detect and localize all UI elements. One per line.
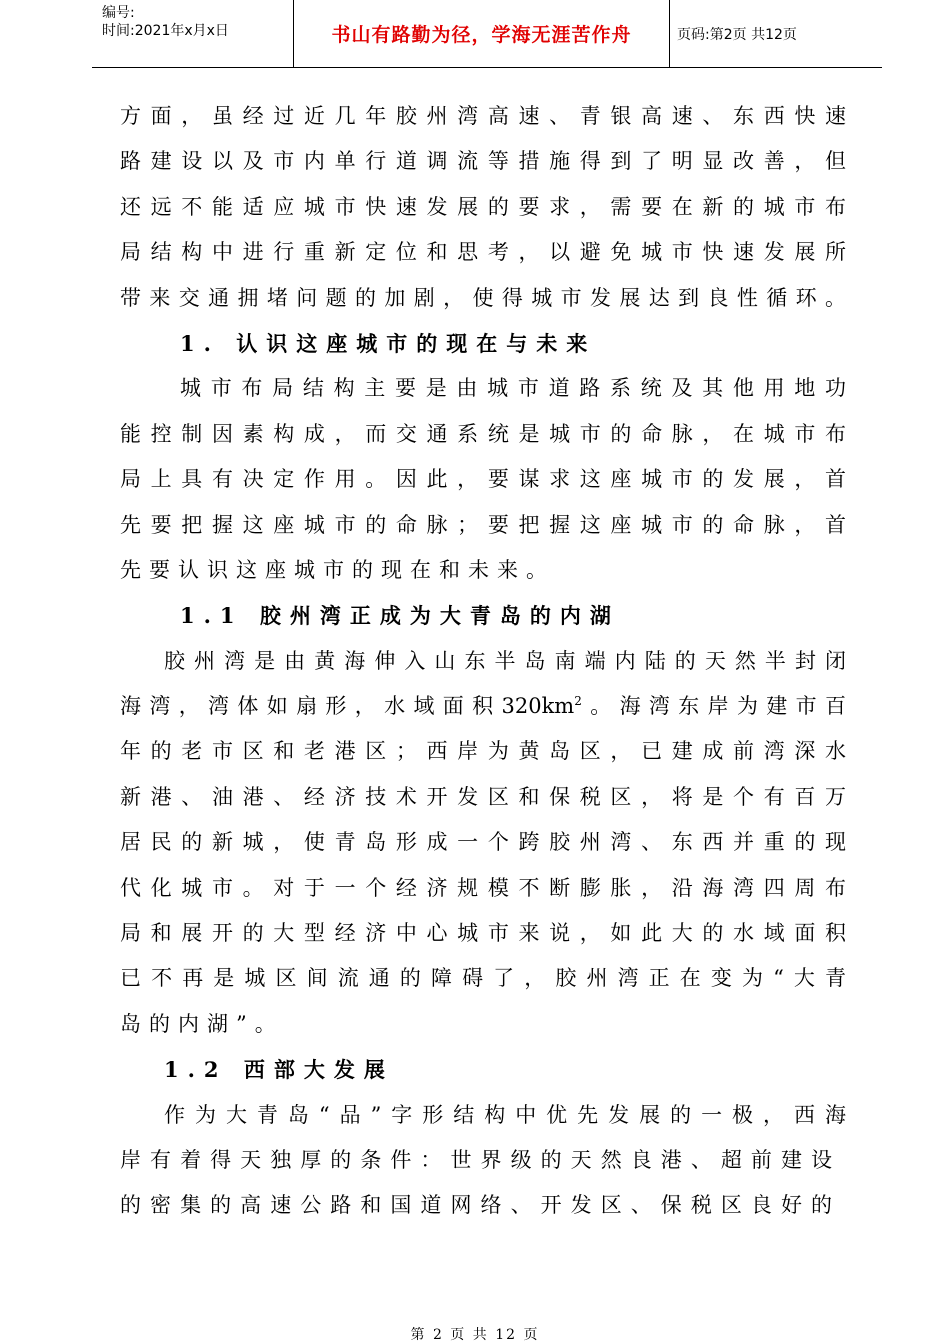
body-line: 作为大青岛“品”字形结构中优先发展的一极，西海: [164, 1102, 846, 1127]
body-line: 胶州湾是由黄海伸入山东半岛南端内陆的天然半封闭: [164, 648, 846, 673]
section-heading-1: 1. 认识这座城市的现在与未来: [180, 330, 597, 356]
body-line-with-superscript: [120, 684, 846, 729]
body-text: 。海湾东岸为建市百: [581, 694, 846, 719]
body-line: 能控制因素构成，而交通系统是城市的命脉，在城市布: [120, 421, 846, 446]
body-line: 的密集的高速公路和国道网络、开发区、保税区良好的: [120, 1193, 832, 1218]
header-motto: 书山有路勤为径，学海无涯苦作舟: [294, 0, 670, 67]
body-line: 岛的内湖”。: [120, 1011, 284, 1036]
superscript: 2: [574, 694, 582, 709]
body-line: 路建设以及市内单行道调流等措施得到了明显改善，但: [120, 149, 846, 174]
body-line: 先要把握这座城市的命脉；要把握这座城市的命脉，首: [120, 512, 846, 537]
body-line: 居民的新城，使青岛形成一个跨胶州湾、东西并重的现: [120, 830, 846, 855]
header-meta: [92, 0, 294, 67]
page-footer: 第 2 页 共 12 页: [410, 1327, 540, 1343]
body-line: 方面，虽经过近几年胶州湾高速、青银高速、东西快速: [120, 104, 846, 128]
body-line: 局结构中进行重新定位和思考，以避免城市快速发展所: [120, 240, 846, 265]
body-line: 代化城市。对于一个经济规模不断膨胀，沿海湾四周布: [120, 875, 846, 900]
body-line: 岸有着得天独厚的条件：世界级的天然良港、超前建设: [120, 1147, 832, 1172]
body-line: 先要认识这座城市的现在和未来。: [120, 557, 555, 582]
page-header: [92, 0, 882, 68]
document-number-label: 编号:: [102, 5, 135, 21]
body-line: 城市布局结构主要是由城市道路系统及其他用地功: [180, 376, 846, 401]
body-text: 海湾，湾体如扇形，水域面积320km: [120, 694, 575, 719]
header-page-number: 页码:第2页 共12页: [677, 26, 797, 43]
document-time-label: 时间:2021年x月x日: [102, 23, 229, 39]
body-line: 局和展开的大型经济中心城市来说，如此大的水域面积: [120, 921, 846, 946]
body-line: 还远不能适应城市快速发展的要求，需要在新的城市布: [120, 194, 846, 219]
document-body: [120, 94, 846, 1229]
body-line: 带来交通拥堵问题的加剧，使得城市发展达到良性循环。: [120, 285, 846, 310]
section-heading-1-2: 1.2 西部大发展: [164, 1057, 394, 1083]
body-line: 局上具有决定作用。因此，要谋求这座城市的发展，首: [120, 467, 846, 492]
body-line: 年的老市区和老港区；西岸为黄岛区，已建成前湾深水: [120, 739, 846, 764]
section-heading-1-1: 1.1 胶州湾正成为大青岛的内湖: [180, 603, 620, 629]
body-line: 已不再是城区间流通的障碍了，胶州湾正在变为“大青: [120, 966, 846, 991]
body-line: 新港、油港、经济技术开发区和保税区，将是个有百万: [120, 784, 846, 809]
